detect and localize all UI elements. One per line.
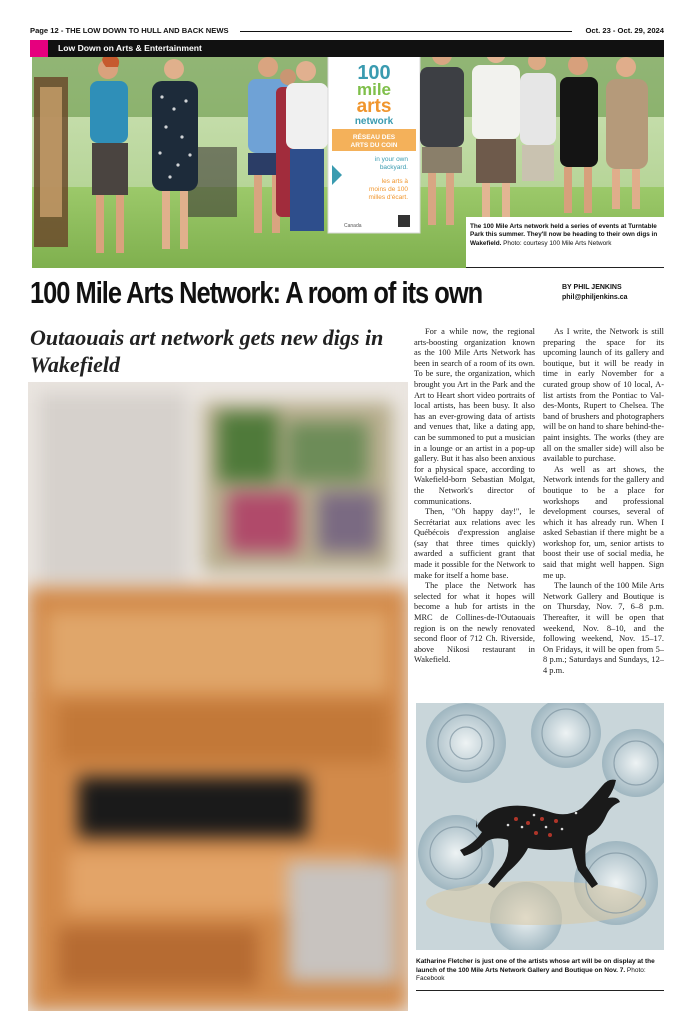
body-column-1 xyxy=(414,327,535,666)
page-label: Page 12 - THE LOW DOWN TO HULL AND BACK NEWS xyxy=(30,26,229,35)
section-accent xyxy=(30,40,48,57)
col2-paragraph: The launch of the 100 Mile Arts Network Gallery and Boutique is on Thursday, Nov. 7, 6–8 p.m. Thereafter, it will be open that weekend, Nov. 8–10, and the following weekend, Nov. 15–17. On Fridays, it will be open from 5–8 p.m.; Saturdays and Sundays, 12–4 p.m. xyxy=(543,581,664,675)
art-caption-text: Katharine Fletcher is just one of the artists whose art will be on display at the launch of the 100 Mile Arts Network Gallery and Boutique on Nov. 7. xyxy=(416,958,655,974)
deck: Outaouais art network gets new digs in Wakefield xyxy=(30,325,384,377)
col1-paragraph: For a while now, the regional arts-boosting organization known as the 100 Mile Arts Network has been in search of a room of its own. To be sure, the organization, which brought you Art in the Park and the Art to Heart short video portraits of local artists, has been busy. It also has an ever-growing data of artists and venues that, like a dating app, can be summoned to put a musician in a lounge or an artist in a pop-up gallery. But it has also been anxious for a physical space, according to Wakefield-born Sebastian Molgat, the Network's director of communications. xyxy=(414,327,535,506)
network-banner xyxy=(328,57,420,233)
body-column-2 xyxy=(543,327,664,677)
horse-painting-illustration xyxy=(416,703,664,950)
byline-author: BY PHIL JENKINS xyxy=(562,284,622,291)
col1-paragraph: Then, "Oh happy day!", le Secrétariat aux relations avec les Québécois d'expression anglaise (say that three times quickly) awarded a sufficient grant that made it possible for the Network to make for itself a home base. xyxy=(414,507,535,580)
banner-fr2-line2: moins de 100 xyxy=(368,186,408,193)
art-caption-credit: Photo: Facebook xyxy=(416,966,646,983)
blurred-poster-image xyxy=(28,382,408,1011)
section-bar xyxy=(30,40,664,57)
banner-logo-arts: arts xyxy=(356,96,392,117)
banner-fr-line1: RÉSEAU DES xyxy=(352,134,396,141)
top-caption-text: The 100 Mile Arts network held a series of events at Turntable Park this summer. They'll now be heading to their own digs in Wakefield. xyxy=(470,223,658,247)
banner-fr2-line1: les arts à xyxy=(381,178,408,185)
banner-logo-mile: mile xyxy=(356,80,392,99)
byline xyxy=(562,283,628,303)
banner-en-line1: in your own xyxy=(374,156,408,163)
banner-footer: Canada xyxy=(344,223,362,229)
banner-en-line2: backyard. xyxy=(379,164,408,171)
top-caption-credit: Photo: courtesy 100 Mile Arts Network xyxy=(501,239,612,247)
section-title: Low Down on Arts & Entertainment xyxy=(58,43,202,53)
folio-rule xyxy=(240,31,572,32)
headline: 100 Mile Arts Network: A room of its own xyxy=(30,275,483,310)
banner-fr2-line3: milles d'écart. xyxy=(368,194,408,201)
col2-paragraph: As I write, the Network is still preparing the space for its upcoming launch of its gallery and boutique, but it will be ready in time in early November for a curated group show of 10 local, A-list artists from the Pontiac to Val-des-Monts, Rupert to Chelsea. The band of brushers and photographers will be on hand to share behind-the-paint insights. The works (they are all on the smaller side) will also be available to purchase. xyxy=(543,327,664,464)
byline-email: phil@philjenkins.ca xyxy=(562,294,628,301)
art-caption-rule xyxy=(416,990,664,991)
horse-artwork-photo xyxy=(416,703,664,950)
banner-logo-100: 100 xyxy=(357,62,391,84)
qr-code-icon xyxy=(398,215,410,227)
page-folio xyxy=(30,23,664,37)
issue-dates: Oct. 23 - Oct. 29, 2024 xyxy=(585,26,664,35)
caption-rule xyxy=(466,267,664,268)
top-photo-caption xyxy=(466,217,664,267)
col1-paragraph: The place the Network has selected for what it hopes will become a hub for artists in the MRC de Collines-de-l'Outaouais region is on the newly renovated second floor of 712 Ch. Riverside, above Nikosi restaurant in Wakefield. xyxy=(414,581,535,665)
art-caption xyxy=(416,958,664,984)
banner-logo-network: network xyxy=(354,116,394,127)
col2-paragraph: As well as art shows, the Network intends for the gallery and boutique to be a place for workshops and professional development courses, several of which it has already run. When I asked Sebastian if there might be a workshop for, um, senior artists to boost their use of social media, he said that might well happen. Sign me up. xyxy=(543,464,664,580)
banner-fr-line2: ARTS DU COIN xyxy=(350,142,398,149)
